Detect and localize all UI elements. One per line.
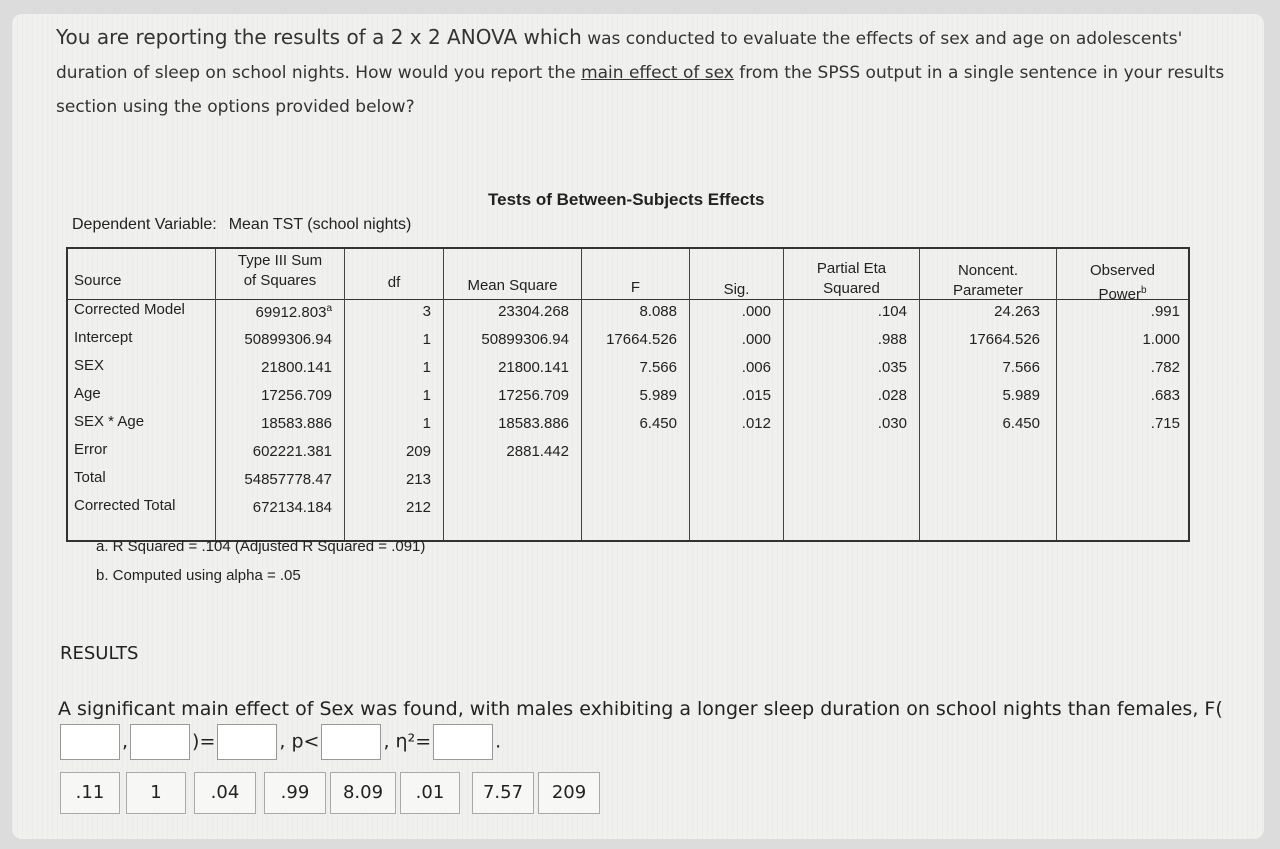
cell-partial-eta bbox=[878, 331, 907, 348]
header-pw-sup: b bbox=[1140, 285, 1147, 296]
cell-f bbox=[639, 415, 677, 432]
cell-mean-square bbox=[498, 359, 569, 376]
cell-mean-square bbox=[498, 303, 569, 320]
option-chip[interactable]: .04 bbox=[194, 772, 256, 814]
cell-sum-of-squares bbox=[261, 387, 332, 404]
cell-sum-of-squares bbox=[261, 415, 332, 432]
f-label: F( bbox=[1204, 698, 1223, 720]
cell-value: .104 bbox=[877, 303, 907, 320]
cell-value: 5.989 bbox=[1002, 387, 1040, 404]
cell-sig bbox=[742, 387, 771, 404]
cell-df bbox=[423, 387, 431, 404]
cell-f bbox=[639, 303, 677, 320]
cell-value: 672134.184 bbox=[252, 499, 332, 516]
cell-df bbox=[406, 499, 431, 516]
cell-source: SEX bbox=[74, 357, 105, 374]
cell-f bbox=[639, 359, 677, 376]
cell-value: .991 bbox=[1150, 303, 1180, 320]
cell-f bbox=[639, 387, 677, 404]
footnote-marker: a bbox=[326, 303, 332, 314]
cell-value: 17664.526 bbox=[969, 331, 1040, 348]
header-source: Source bbox=[74, 272, 122, 289]
cell-value: .000 bbox=[741, 303, 771, 320]
comma-label: , bbox=[122, 730, 129, 753]
eta-label: , η²= bbox=[383, 730, 432, 753]
header-sig: Sig. bbox=[723, 281, 750, 298]
drop-slot-p-value[interactable] bbox=[321, 724, 381, 760]
cell-value: 1 bbox=[422, 387, 431, 404]
cell-value: .715 bbox=[1150, 415, 1180, 432]
cell-value: 7.566 bbox=[1002, 359, 1040, 376]
cell-value: 602221.381 bbox=[252, 443, 332, 460]
cell-value: .028 bbox=[877, 387, 907, 404]
option-chip[interactable]: .99 bbox=[264, 772, 326, 814]
cell-value: 21800.141 bbox=[261, 359, 332, 376]
cell-value: 1 bbox=[422, 415, 431, 432]
cell-noncent bbox=[1002, 387, 1040, 404]
header-ss-line2: of Squares bbox=[243, 272, 317, 289]
cell-value: .988 bbox=[877, 331, 907, 348]
cell-noncent bbox=[994, 303, 1040, 320]
option-chip[interactable]: .11 bbox=[60, 772, 120, 814]
header-ss-line1: Type III Sum bbox=[237, 252, 323, 269]
header-eta-line2: Squared bbox=[823, 280, 880, 297]
cell-value: 17256.709 bbox=[261, 387, 332, 404]
option-chip[interactable]: 1 bbox=[126, 772, 186, 814]
cell-noncent bbox=[969, 331, 1040, 348]
header-df: df bbox=[387, 274, 401, 291]
cell-mean-square bbox=[506, 443, 569, 460]
header-partial-eta bbox=[784, 259, 919, 299]
header-noncent bbox=[920, 261, 1056, 301]
note-a: a. R Squared = .104 (Adjusted R Squared = .091) bbox=[96, 538, 426, 555]
cell-source: Corrected Model bbox=[74, 301, 185, 318]
cell-mean-square bbox=[481, 331, 569, 348]
column-divider bbox=[215, 249, 216, 540]
cell-source: Error bbox=[74, 441, 108, 458]
cell-df bbox=[406, 443, 431, 460]
table-notes bbox=[96, 532, 425, 590]
cell-value: 54857778.47 bbox=[244, 471, 332, 488]
cell-sig bbox=[742, 303, 771, 320]
cell-df bbox=[423, 359, 431, 376]
cell-value: 212 bbox=[405, 499, 431, 516]
cell-value: 23304.268 bbox=[498, 303, 569, 320]
cell-sum-of-squares bbox=[256, 303, 332, 321]
header-nc-line2: Parameter bbox=[952, 282, 1024, 299]
cell-sig bbox=[742, 359, 771, 376]
question-part3: from the SPSS output in a single sentence in your results section using the options provided below? bbox=[56, 63, 1225, 117]
cell-value: .006 bbox=[741, 359, 771, 376]
option-chip[interactable]: .01 bbox=[400, 772, 460, 814]
cell-value: 17256.709 bbox=[498, 387, 569, 404]
cell-sum-of-squares bbox=[253, 443, 332, 460]
cell-source: Age bbox=[74, 385, 101, 402]
cell-value: 5.989 bbox=[639, 387, 677, 404]
drop-slot-df2[interactable] bbox=[130, 724, 190, 760]
cell-source: Corrected Total bbox=[74, 497, 176, 514]
cell-f bbox=[606, 331, 677, 348]
cell-value: 7.566 bbox=[639, 359, 677, 376]
cell-value: 3 bbox=[422, 303, 431, 320]
cell-value: 21800.141 bbox=[498, 359, 569, 376]
header-pw-line1: Observed bbox=[1089, 262, 1156, 279]
header-pw-line2 bbox=[1057, 281, 1188, 305]
cell-sum-of-squares bbox=[261, 359, 332, 376]
table-title: Tests of Between-Subjects Effects bbox=[488, 190, 765, 209]
cell-value: 209 bbox=[405, 443, 431, 460]
cell-source: Intercept bbox=[74, 329, 133, 346]
cell-observed-power bbox=[1142, 331, 1180, 348]
dependent-variable bbox=[72, 216, 411, 234]
cell-value: 213 bbox=[405, 471, 431, 488]
cell-observed-power bbox=[1151, 415, 1180, 432]
header-eta-line1: Partial Eta bbox=[816, 260, 887, 277]
drop-slot-f-value[interactable] bbox=[217, 724, 277, 760]
cell-sig bbox=[742, 331, 771, 348]
cell-value: 1 bbox=[422, 331, 431, 348]
cell-noncent bbox=[1002, 415, 1040, 432]
question-part2: was conducted to evaluate the effects of sex and age on adolescents' duration of sleep on school nights. How would you report the bbox=[56, 29, 1183, 83]
question-part1: You are reporting the results of a 2 x 2 ANOVA which bbox=[56, 25, 582, 49]
cell-partial-eta bbox=[878, 359, 907, 376]
cell-partial-eta bbox=[878, 415, 907, 432]
cell-value: 18583.886 bbox=[498, 415, 569, 432]
cell-source: Total bbox=[74, 469, 106, 486]
cell-df bbox=[423, 331, 431, 348]
cell-partial-eta bbox=[878, 387, 907, 404]
close-eq-label: )= bbox=[192, 730, 216, 753]
header-mean-square: Mean Square bbox=[467, 277, 558, 294]
question-emphasis: main effect of sex bbox=[581, 63, 734, 83]
results-sentence bbox=[58, 694, 1238, 760]
cell-value: 50899306.94 bbox=[481, 331, 569, 348]
cell-value: .015 bbox=[741, 387, 771, 404]
cell-sum-of-squares bbox=[244, 331, 332, 348]
note-b: b. Computed using alpha = .05 bbox=[96, 567, 301, 584]
option-chip[interactable]: 7.57 bbox=[472, 772, 534, 814]
sentence-text: A significant main effect of Sex was found, with males exhibiting a longer sleep duration on school nights than females, bbox=[58, 698, 1199, 720]
results-heading: RESULTS bbox=[60, 643, 139, 664]
drop-slot-df1[interactable] bbox=[60, 724, 120, 760]
header-nc-line1: Noncent. bbox=[957, 262, 1019, 279]
cell-value: 69912.803 bbox=[255, 304, 327, 321]
cell-value: .035 bbox=[877, 359, 907, 376]
end-period: . bbox=[495, 730, 502, 753]
cell-value: 2881.442 bbox=[506, 443, 569, 460]
cell-sum-of-squares bbox=[244, 471, 332, 488]
header-sum-of-squares bbox=[216, 251, 344, 291]
cell-mean-square bbox=[498, 415, 569, 432]
p-label: , p< bbox=[279, 730, 320, 753]
cell-observed-power bbox=[1151, 359, 1180, 376]
cell-df bbox=[423, 415, 431, 432]
header-observed-power bbox=[1057, 261, 1188, 305]
cell-value: .683 bbox=[1150, 387, 1180, 404]
drop-slot-eta-value[interactable] bbox=[433, 724, 493, 760]
cell-value: 1 bbox=[422, 359, 431, 376]
cell-value: .012 bbox=[741, 415, 771, 432]
cell-mean-square bbox=[498, 387, 569, 404]
header-f: F bbox=[630, 279, 641, 296]
cell-value: 6.450 bbox=[639, 415, 677, 432]
cell-value: 50899306.94 bbox=[244, 331, 332, 348]
anova-table bbox=[66, 247, 1190, 542]
dependent-variable-label: Dependent Variable: bbox=[72, 216, 217, 233]
cell-value: .782 bbox=[1150, 359, 1180, 376]
question-text bbox=[56, 20, 1246, 124]
cell-df bbox=[423, 303, 431, 320]
cell-df bbox=[406, 471, 431, 488]
cell-value: 17664.526 bbox=[606, 331, 677, 348]
cell-sum-of-squares bbox=[253, 499, 332, 516]
cell-value: 18583.886 bbox=[261, 415, 332, 432]
dependent-variable-value: Mean TST (school nights) bbox=[228, 216, 412, 233]
cell-observed-power bbox=[1151, 303, 1180, 320]
cell-source: SEX * Age bbox=[74, 413, 145, 430]
cell-value: 24.263 bbox=[994, 303, 1040, 320]
cell-noncent bbox=[1002, 359, 1040, 376]
header-pw-text: Power bbox=[1098, 286, 1141, 303]
cell-value: .030 bbox=[877, 415, 907, 432]
cell-partial-eta bbox=[878, 303, 907, 320]
cell-value: 8.088 bbox=[639, 303, 677, 320]
cell-value: .000 bbox=[741, 331, 771, 348]
option-chip[interactable]: 209 bbox=[538, 772, 600, 814]
option-chip[interactable]: 8.09 bbox=[330, 772, 396, 814]
cell-observed-power bbox=[1151, 387, 1180, 404]
cell-sig bbox=[742, 415, 771, 432]
cell-value: 6.450 bbox=[1002, 415, 1040, 432]
cell-value: 1.000 bbox=[1142, 331, 1180, 348]
